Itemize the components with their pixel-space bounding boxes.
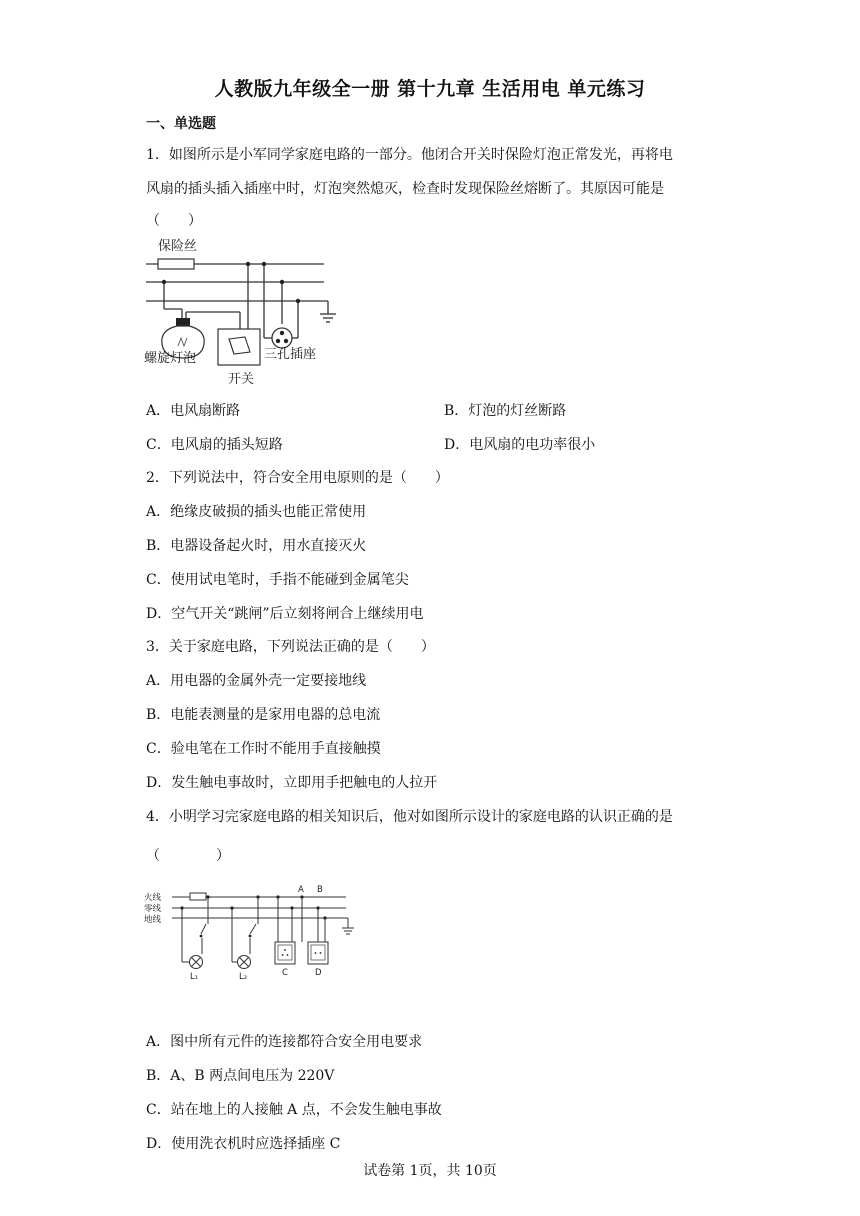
q2-option-c: C．使用试电笔时，手指不能碰到金属笔尖 — [146, 572, 409, 588]
socket-d-label: D — [315, 968, 322, 978]
socket-label: 三孔插座 — [264, 347, 317, 362]
q4-option-b: B．A、B 两点间电压为 220V — [146, 1068, 335, 1084]
q1-stem-line3: （ ） — [146, 213, 202, 229]
page-footer: 试卷第 1页，共 10页 — [363, 1163, 497, 1179]
q2-option-b: B．电器设备起火时，用水直接灭火 — [146, 538, 367, 554]
q1-stem-line2: 风扇的插头插入插座中时，灯泡突然熄灭，检查时发现保险丝熔断了。其原因可能是 — [146, 181, 664, 197]
q4-circuit-diagram — [140, 882, 360, 982]
q2-stem: 2．下列说法中，符合安全用电原则的是（ ） — [146, 470, 449, 486]
q1-option-b: B．灯泡的灯丝断路 — [444, 403, 567, 419]
q3-option-b: B．电能表测量的是家用电器的总电流 — [146, 707, 381, 723]
neutral-wire-label: 零线 — [144, 904, 162, 914]
section-heading: 一、单选题 — [146, 116, 216, 132]
switch-label: 开关 — [228, 372, 255, 387]
lamp-l2-label: L₂ — [239, 972, 248, 982]
point-a-label: A — [298, 885, 304, 895]
bulb-label: 螺旋灯泡 — [144, 351, 197, 366]
point-b-label: B — [317, 885, 323, 895]
q4-stem-line2: （ ） — [146, 848, 230, 864]
q4-option-d: D．使用洗衣机时应选择插座 C — [146, 1136, 341, 1152]
page-title: 人教版九年级全一册 第十九章 生活用电 单元练习 — [214, 78, 646, 100]
ground-wire-label: 地线 — [144, 915, 162, 925]
q1-option-a: A．电风扇断路 — [146, 403, 241, 419]
q2-option-d: D．空气开关“跳闸”后立刻将闸合上继续用电 — [146, 606, 424, 622]
q4-stem-line1: 4．小明学习完家庭电路的相关知识后，他对如图所示设计的家庭电路的认识正确的是 — [146, 809, 673, 825]
q3-option-a: A．用电器的金属外壳一定要接地线 — [146, 673, 367, 689]
q1-option-d: D．电风扇的电功率很小 — [444, 437, 596, 453]
lamp-l1-label: L₁ — [190, 972, 199, 982]
q2-option-a: A．绝缘皮破损的插头也能正常使用 — [146, 504, 367, 520]
q4-option-a: A．图中所有元件的连接都符合安全用电要求 — [146, 1034, 423, 1050]
socket-c-label: C — [282, 968, 288, 978]
q1-circuit-diagram — [140, 234, 340, 389]
fuse-label: 保险丝 — [158, 239, 198, 254]
live-wire-label: 火线 — [144, 893, 162, 903]
q3-option-d: D．发生触电事故时，立即用手把触电的人拉开 — [146, 775, 438, 791]
q4-option-c: C．站在地上的人接触 A 点，不会发生触电事故 — [146, 1102, 442, 1118]
q3-option-c: C．验电笔在工作时不能用手直接触摸 — [146, 741, 381, 757]
q1-stem-line1: 1．如图所示是小军同学家庭电路的一部分。他闭合开关时保险灯泡正常发光，再将电 — [146, 147, 673, 163]
q3-stem: 3．关于家庭电路，下列说法正确的是（ ） — [146, 639, 435, 655]
q1-option-c: C．电风扇的插头短路 — [146, 437, 283, 453]
